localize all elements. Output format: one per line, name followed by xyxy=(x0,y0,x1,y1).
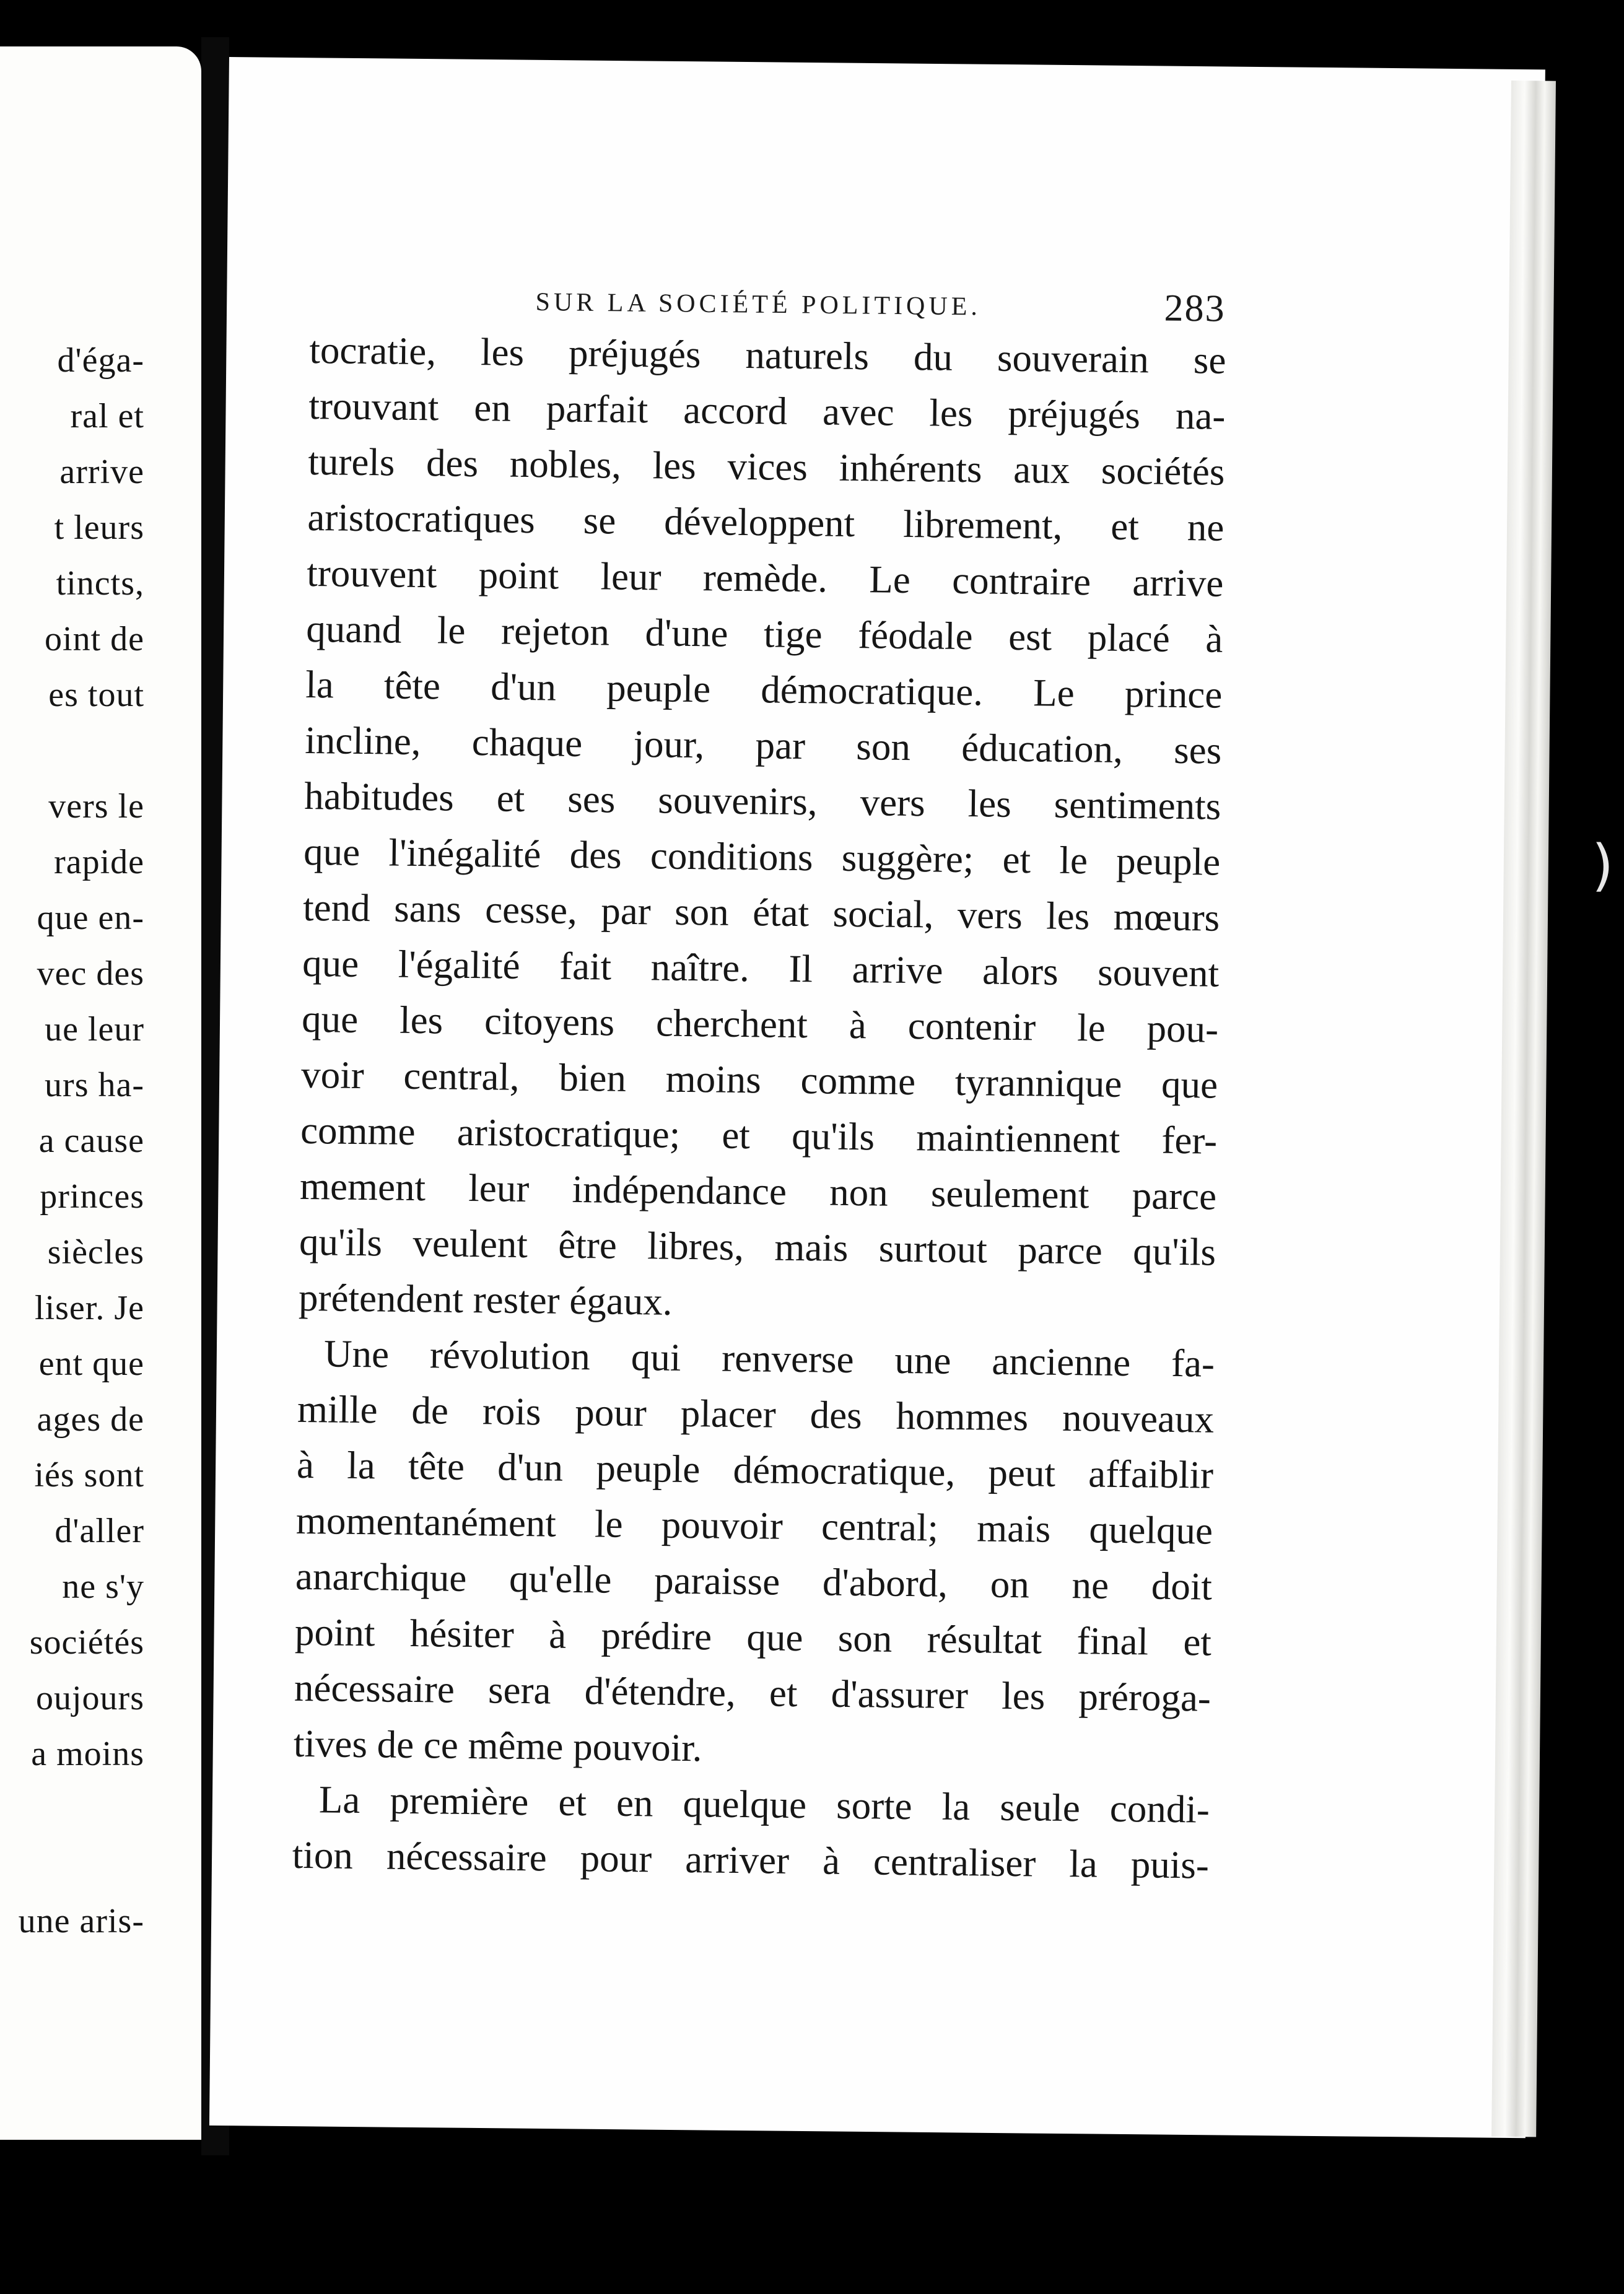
left-page-line: arrive xyxy=(59,453,144,491)
text-line: prétendent rester égaux. xyxy=(298,1275,673,1324)
text-line: à la tête d'un peuple démocratique, peut affaiblir xyxy=(296,1442,1214,1497)
left-page-line: vers le xyxy=(48,787,144,826)
left-page-line: ages de xyxy=(37,1400,144,1439)
text-line: voir central, bien moins comme tyrannique que xyxy=(300,1052,1218,1107)
running-head: SUR LA SOCIÉTÉ POLITIQUE. xyxy=(535,287,982,321)
text-line: La première et en quelque sorte la seule condi- xyxy=(318,1777,1210,1831)
text-line: comme aristocratique; et qu'ils maintiennent fer- xyxy=(300,1108,1218,1162)
left-page-line: d'éga- xyxy=(57,341,144,380)
text-line: tend sans cesse, par son état social, vers les mœurs xyxy=(302,885,1220,940)
text-line: tion nécessaire pour arriver à centraliser la puis- xyxy=(292,1833,1210,1887)
text-line: la tête d'un peuple démocratique. Le prince xyxy=(305,662,1223,717)
left-page-line: tincts, xyxy=(56,564,144,603)
left-page-line: d'aller xyxy=(55,1512,144,1550)
left-page-line: a cause xyxy=(38,1122,144,1160)
left-page-line: oint de xyxy=(45,620,144,658)
left-page-line: oujours xyxy=(36,1679,144,1717)
left-page-line: ue leur xyxy=(45,1010,144,1049)
left-page xyxy=(0,46,201,2140)
left-page-line: que en- xyxy=(37,899,144,937)
text-line: tocratie, les préjugés naturels du souverain se xyxy=(309,328,1226,382)
text-line: Une révolution qui renverse une ancienne fa- xyxy=(323,1332,1215,1385)
margin-mark: ) xyxy=(1592,833,1614,898)
text-line: nécessaire sera d'étendre, et d'assurer les préroga- xyxy=(294,1665,1211,1720)
text-line: que l'égalité fait naître. Il arrive alors souvent xyxy=(302,941,1220,995)
text-line: turels des nobles, les vices inhérents aux sociétés xyxy=(308,439,1225,494)
left-page-line: princes xyxy=(40,1177,144,1216)
text-line: que l'inégalité des conditions suggère; et le peuple xyxy=(303,829,1221,884)
left-page-line: siècles xyxy=(47,1233,144,1271)
text-line: quand le rejeton d'une tige féodale est placé à xyxy=(305,606,1223,661)
text-line: mille de rois pour placer des hommes nouveaux xyxy=(297,1387,1215,1441)
text-line: qu'ils veulent être libres, mais surtout parce qu'ils xyxy=(299,1219,1216,1274)
left-page-line: ent que xyxy=(38,1345,144,1383)
left-page-line: a moins xyxy=(31,1735,144,1773)
text-line: anarchique qu'elle paraisse d'abord, on ne doit xyxy=(295,1554,1213,1608)
page-number: 283 xyxy=(1164,287,1226,330)
text-line: incline, chaque jour, par son éducation, ses xyxy=(304,718,1222,772)
text-line: trouvant en parfait accord avec les préjugés na- xyxy=(308,383,1226,438)
text-line: que les citoyens cherchent à contenir le pou- xyxy=(301,997,1219,1051)
left-page-line: ral et xyxy=(70,397,144,435)
left-page-line: vec des xyxy=(37,954,144,993)
left-page-line: liser. Je xyxy=(35,1289,144,1327)
left-page-line: rapide xyxy=(54,843,144,881)
left-page-line: sociétés xyxy=(29,1623,144,1662)
text-line: tives de ce même pouvoir. xyxy=(293,1721,702,1770)
left-page-line: urs ha- xyxy=(45,1066,144,1104)
text-line: aristocratiques se développent librement, et ne xyxy=(307,495,1225,549)
left-page-line: es tout xyxy=(48,676,144,714)
left-page-line: iés sont xyxy=(34,1456,144,1494)
text-line: point hésiter à prédire que son résultat final et xyxy=(294,1610,1212,1664)
left-page-line: une aris- xyxy=(18,1902,144,1940)
text-line: trouvent point leur remède. Le contraire arrive xyxy=(307,551,1224,605)
text-line: momentanément le pouvoir central; mais quelque xyxy=(295,1498,1213,1553)
text-line: mement leur indépendance non seulement parce xyxy=(299,1164,1217,1218)
text-line: habitudes et ses souvenirs, vers les sentiments xyxy=(303,774,1221,828)
left-page-line: ne s'y xyxy=(62,1568,144,1606)
left-page-line: t leurs xyxy=(54,508,144,547)
